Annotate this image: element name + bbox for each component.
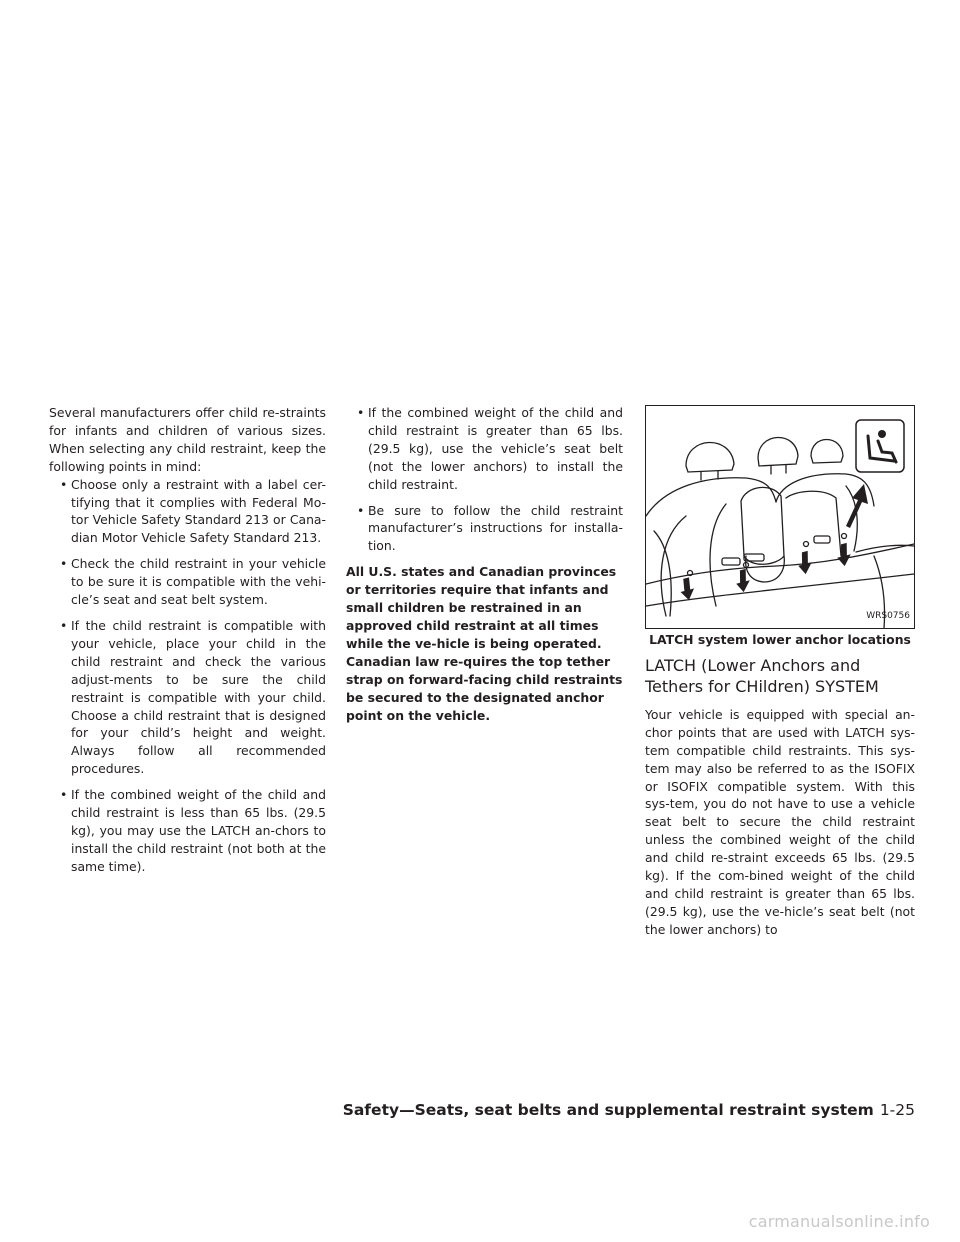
- heading-line-2: Tethers for CHildren) SYSTEM: [645, 676, 879, 696]
- intro-paragraph: Several manufacturers offer child re-straints for infants and children of various sizes. When selecting any child restraint, keep the following points in mind:: [49, 405, 326, 474]
- page-footer: [343, 1101, 915, 1119]
- list-item: • If the combined weight of the child and child restraint is less than 65 lbs. (29.5 kg), you may use the LATCH an-chors to install the child restraint (not both at the same time).: [49, 786, 326, 876]
- list-item: • Check the child restraint in your vehicle to be sure it is compatible with the vehi-cle’s seat and seat belt system.: [49, 555, 326, 609]
- right-column: [645, 405, 915, 939]
- weight-checklist: [346, 404, 623, 555]
- middle-column: [346, 404, 623, 724]
- list-item: • If the child restraint is compatible with your vehicle, place your child in the child restraint and check the various adjust-ments to be sure the child restraint is compatible with your child. Choose a child restraint that is designed for your child’s height and weight. Always follow all recommended procedures.: [49, 617, 326, 778]
- footer-section-title: Safety—Seats, seat belts and supplemental restraint system: [342, 1101, 874, 1119]
- left-column: [49, 404, 326, 884]
- watermark: carmanualsonline.info: [748, 1212, 930, 1231]
- section-heading: [645, 655, 915, 697]
- latch-anchor-figure: [645, 405, 915, 629]
- selection-checklist: [49, 476, 326, 876]
- list-item: • Be sure to follow the child restraint manufacturer’s instructions for installa-tion.: [346, 502, 623, 556]
- figure-caption: LATCH system lower anchor locations: [649, 632, 911, 647]
- child-seat-icon: [856, 420, 904, 472]
- list-item: • Choose only a restraint with a label cer-tifying that it complies with Federal Mo-tor Vehicle Safety Standard 213 or Cana-dian Motor Vehicle Safety Standard 213.: [49, 476, 326, 548]
- rear-seat-illustration: [646, 406, 914, 628]
- heading-line-1: LATCH (Lower Anchors and: [645, 655, 861, 675]
- legal-requirement-paragraph: All U.S. states and Canadian provinces or territories require that infants and small children be restrained in an approved child restraint at all times while the ve-hicle is being operated. Canadian law re-quires the top tether strap on forward-facing child restraints be secured to the designated anchor point on the vehicle.: [346, 564, 623, 723]
- figure-code: WRS0756: [866, 611, 910, 622]
- page-number: 1-25: [879, 1101, 915, 1119]
- latch-description-paragraph: Your vehicle is equipped with special an-chor points that are used with LATCH sys-tem compatible child restraints. This sys-tem may also be referred to as the ISOFIX or ISOFIX compatible system. With this sys-tem, you do not have to use a vehicle seat belt to secure the child restraint unless the combined weight of the child and child re-straint exceeds 65 lbs. (29.5 kg). If the com-bined weight of the child and child restraint is greater than 65 lbs. (29.5 kg), use the ve-hicle’s seat belt (not the lower anchors) to: [645, 706, 915, 937]
- list-item: • If the combined weight of the child and child restraint is greater than 65 lbs. (29.5 kg), use the vehicle’s seat belt (not the lower anchors) to install the child restraint.: [346, 404, 623, 494]
